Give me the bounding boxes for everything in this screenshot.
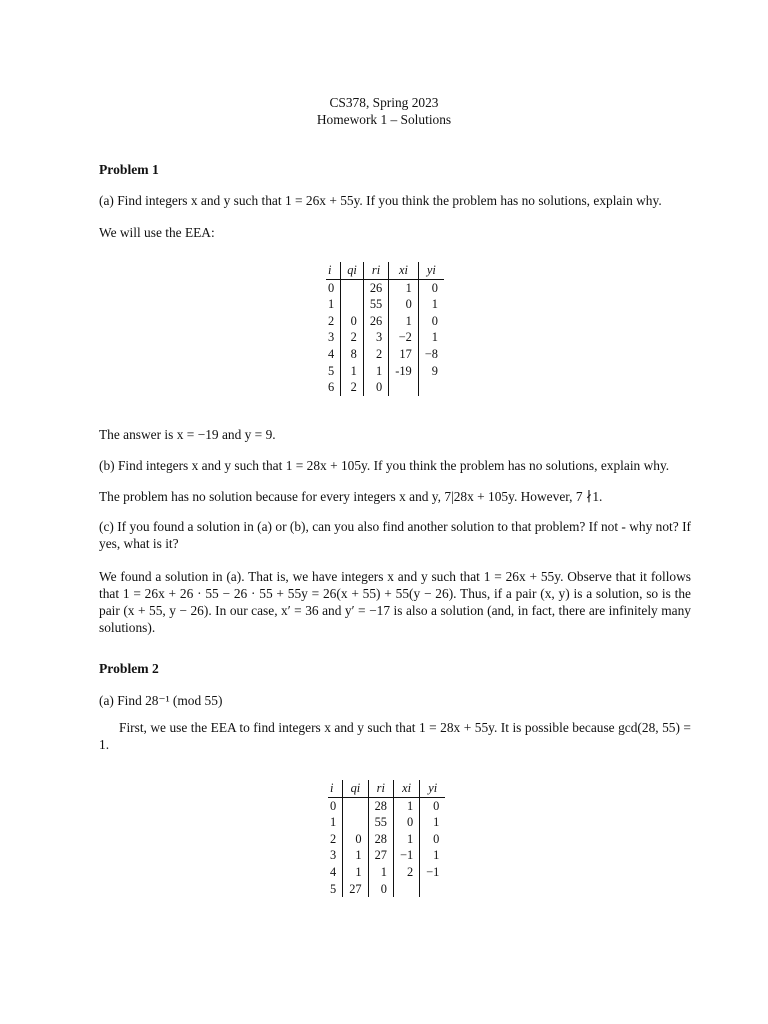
table-cell: −1	[393, 847, 419, 864]
table-row	[328, 864, 445, 881]
table-cell: 26	[363, 279, 388, 296]
table-row	[326, 279, 444, 296]
problem-1a-question: (a) Find integers x and y such that 1 = 26x + 55y. If you think the problem has no solutions, explain why.	[99, 193, 662, 208]
table-cell: 0	[418, 313, 444, 330]
table-cell: 0	[343, 831, 368, 848]
table-cell: −1	[420, 864, 446, 881]
col-header: yi	[418, 262, 444, 279]
table-cell: 2	[330, 831, 337, 846]
problem-1b-answer: The problem has no solution because for every integers x and y, 7|28x + 105y. However, 7 ∤1.	[99, 489, 603, 504]
problem-2-intro: First, we use the EEA to find integers x and y such that 1 = 28x + 55y. It is possible because gcd(28, 55) = 1.	[99, 720, 691, 752]
table-cell	[341, 296, 364, 313]
col-header: ri	[363, 262, 388, 279]
table-row	[328, 814, 445, 831]
table-cell: 28	[368, 797, 393, 814]
table-row	[326, 313, 444, 330]
table-cell: 2	[328, 313, 335, 328]
col-header: yi	[420, 780, 446, 797]
table-cell: 4	[328, 346, 335, 361]
table-cell: 1	[420, 814, 446, 831]
table-cell: 0	[363, 379, 388, 396]
table-cell: 0	[393, 814, 419, 831]
table-cell: 1	[393, 797, 419, 814]
table-cell: 1	[343, 847, 368, 864]
eea-table-2-body	[328, 797, 445, 897]
table-cell	[420, 881, 446, 898]
table-cell: 2	[341, 329, 364, 346]
table-cell	[343, 797, 368, 814]
table-row	[328, 881, 445, 898]
table-cell: 0	[328, 280, 335, 295]
table-cell: 28	[368, 831, 393, 848]
table-cell: 3	[330, 848, 337, 863]
table-cell: 0	[330, 798, 337, 813]
col-header: xi	[393, 780, 419, 797]
table-cell: 0	[418, 279, 444, 296]
problem-2-heading: Problem 2	[99, 661, 159, 676]
table-cell	[389, 379, 419, 396]
table-row	[326, 296, 444, 313]
problem-1-heading: Problem 1	[99, 162, 159, 177]
table-cell: 0	[389, 296, 419, 313]
table-cell: 1	[418, 296, 444, 313]
table-cell: 1	[420, 847, 446, 864]
table-cell: 26	[363, 313, 388, 330]
table-cell: 3	[328, 330, 335, 345]
table-cell: 8	[341, 346, 364, 363]
table-cell: 27	[368, 847, 393, 864]
table-cell: -19	[389, 363, 419, 380]
table-cell: 6	[328, 380, 335, 395]
table-cell: 1	[328, 297, 335, 312]
table-cell	[343, 814, 368, 831]
table-cell: −2	[389, 329, 419, 346]
table-cell: 55	[363, 296, 388, 313]
eea-table-1	[326, 262, 444, 396]
col-header: i	[328, 780, 343, 797]
eea-intro: We will use the EEA:	[99, 225, 215, 240]
table-row	[326, 363, 444, 380]
problem-1a-answer: The answer is x = −19 and y = 9.	[99, 427, 276, 442]
table-cell	[341, 279, 364, 296]
document-title: Homework 1 – Solutions	[316, 112, 452, 127]
table-cell: 1	[389, 313, 419, 330]
table-row	[328, 797, 445, 814]
table-cell: 0	[341, 313, 364, 330]
table-row	[326, 329, 444, 346]
problem-1c-question: (c) If you found a solution in (a) or (b), can you also find another solution to that problem? If not - why not? If yes, what is it?	[99, 519, 691, 551]
problem-2a-question: (a) Find 28⁻¹ (mod 55)	[99, 693, 223, 708]
table-cell: 1	[418, 329, 444, 346]
table-cell: 2	[363, 346, 388, 363]
table-cell: 1	[393, 831, 419, 848]
table-cell: 55	[368, 814, 393, 831]
table-cell: 2	[393, 864, 419, 881]
table-cell: 1	[363, 363, 388, 380]
table-cell	[418, 379, 444, 396]
eea-table-1-body	[326, 279, 444, 396]
table-cell: 17	[389, 346, 419, 363]
table-cell: 4	[330, 864, 337, 879]
eea-table-2	[328, 780, 445, 897]
table-cell: 1	[389, 279, 419, 296]
table-cell: 5	[328, 363, 335, 378]
table-cell: 5	[330, 881, 337, 896]
table-row	[328, 831, 445, 848]
col-header: qi	[341, 262, 364, 279]
table-row	[328, 847, 445, 864]
problem-1c-answer: We found a solution in (a). That is, we have integers x and y such that 1 = 26x + 55y. Observe that it follows that 1 = 26x + 26 · 55 − 26 · 55 + 55y = 26(x + 55) + 55(y − 26). Thus, if a pair (x, y) is a solution, so is the pair (x + 55, y − 26). In our case, x′ = 36 and y′ = −17 is also a solution (and, in fact, there are infinitely many solutions).	[99, 569, 691, 635]
table-cell: 0	[420, 797, 446, 814]
table-cell: 9	[418, 363, 444, 380]
problem-1b-question: (b) Find integers x and y such that 1 = 28x + 105y. If you think the problem has no solutions, explain why.	[99, 458, 670, 473]
table-cell: 3	[363, 329, 388, 346]
table-cell	[393, 881, 419, 898]
table-cell: −8	[418, 346, 444, 363]
table-row	[326, 346, 444, 363]
col-header: ri	[368, 780, 393, 797]
table-cell: 2	[341, 379, 364, 396]
table-cell: 1	[341, 363, 364, 380]
table-cell: 1	[368, 864, 393, 881]
col-header: xi	[389, 262, 419, 279]
table-row	[326, 379, 444, 396]
table-cell: 27	[343, 881, 368, 898]
course-title: CS378, Spring 2023	[329, 95, 439, 110]
table-cell: 1	[343, 864, 368, 881]
table-cell: 1	[330, 815, 337, 830]
col-header: i	[326, 262, 341, 279]
table-cell: 0	[420, 831, 446, 848]
col-header: qi	[343, 780, 368, 797]
table-cell: 0	[368, 881, 393, 898]
